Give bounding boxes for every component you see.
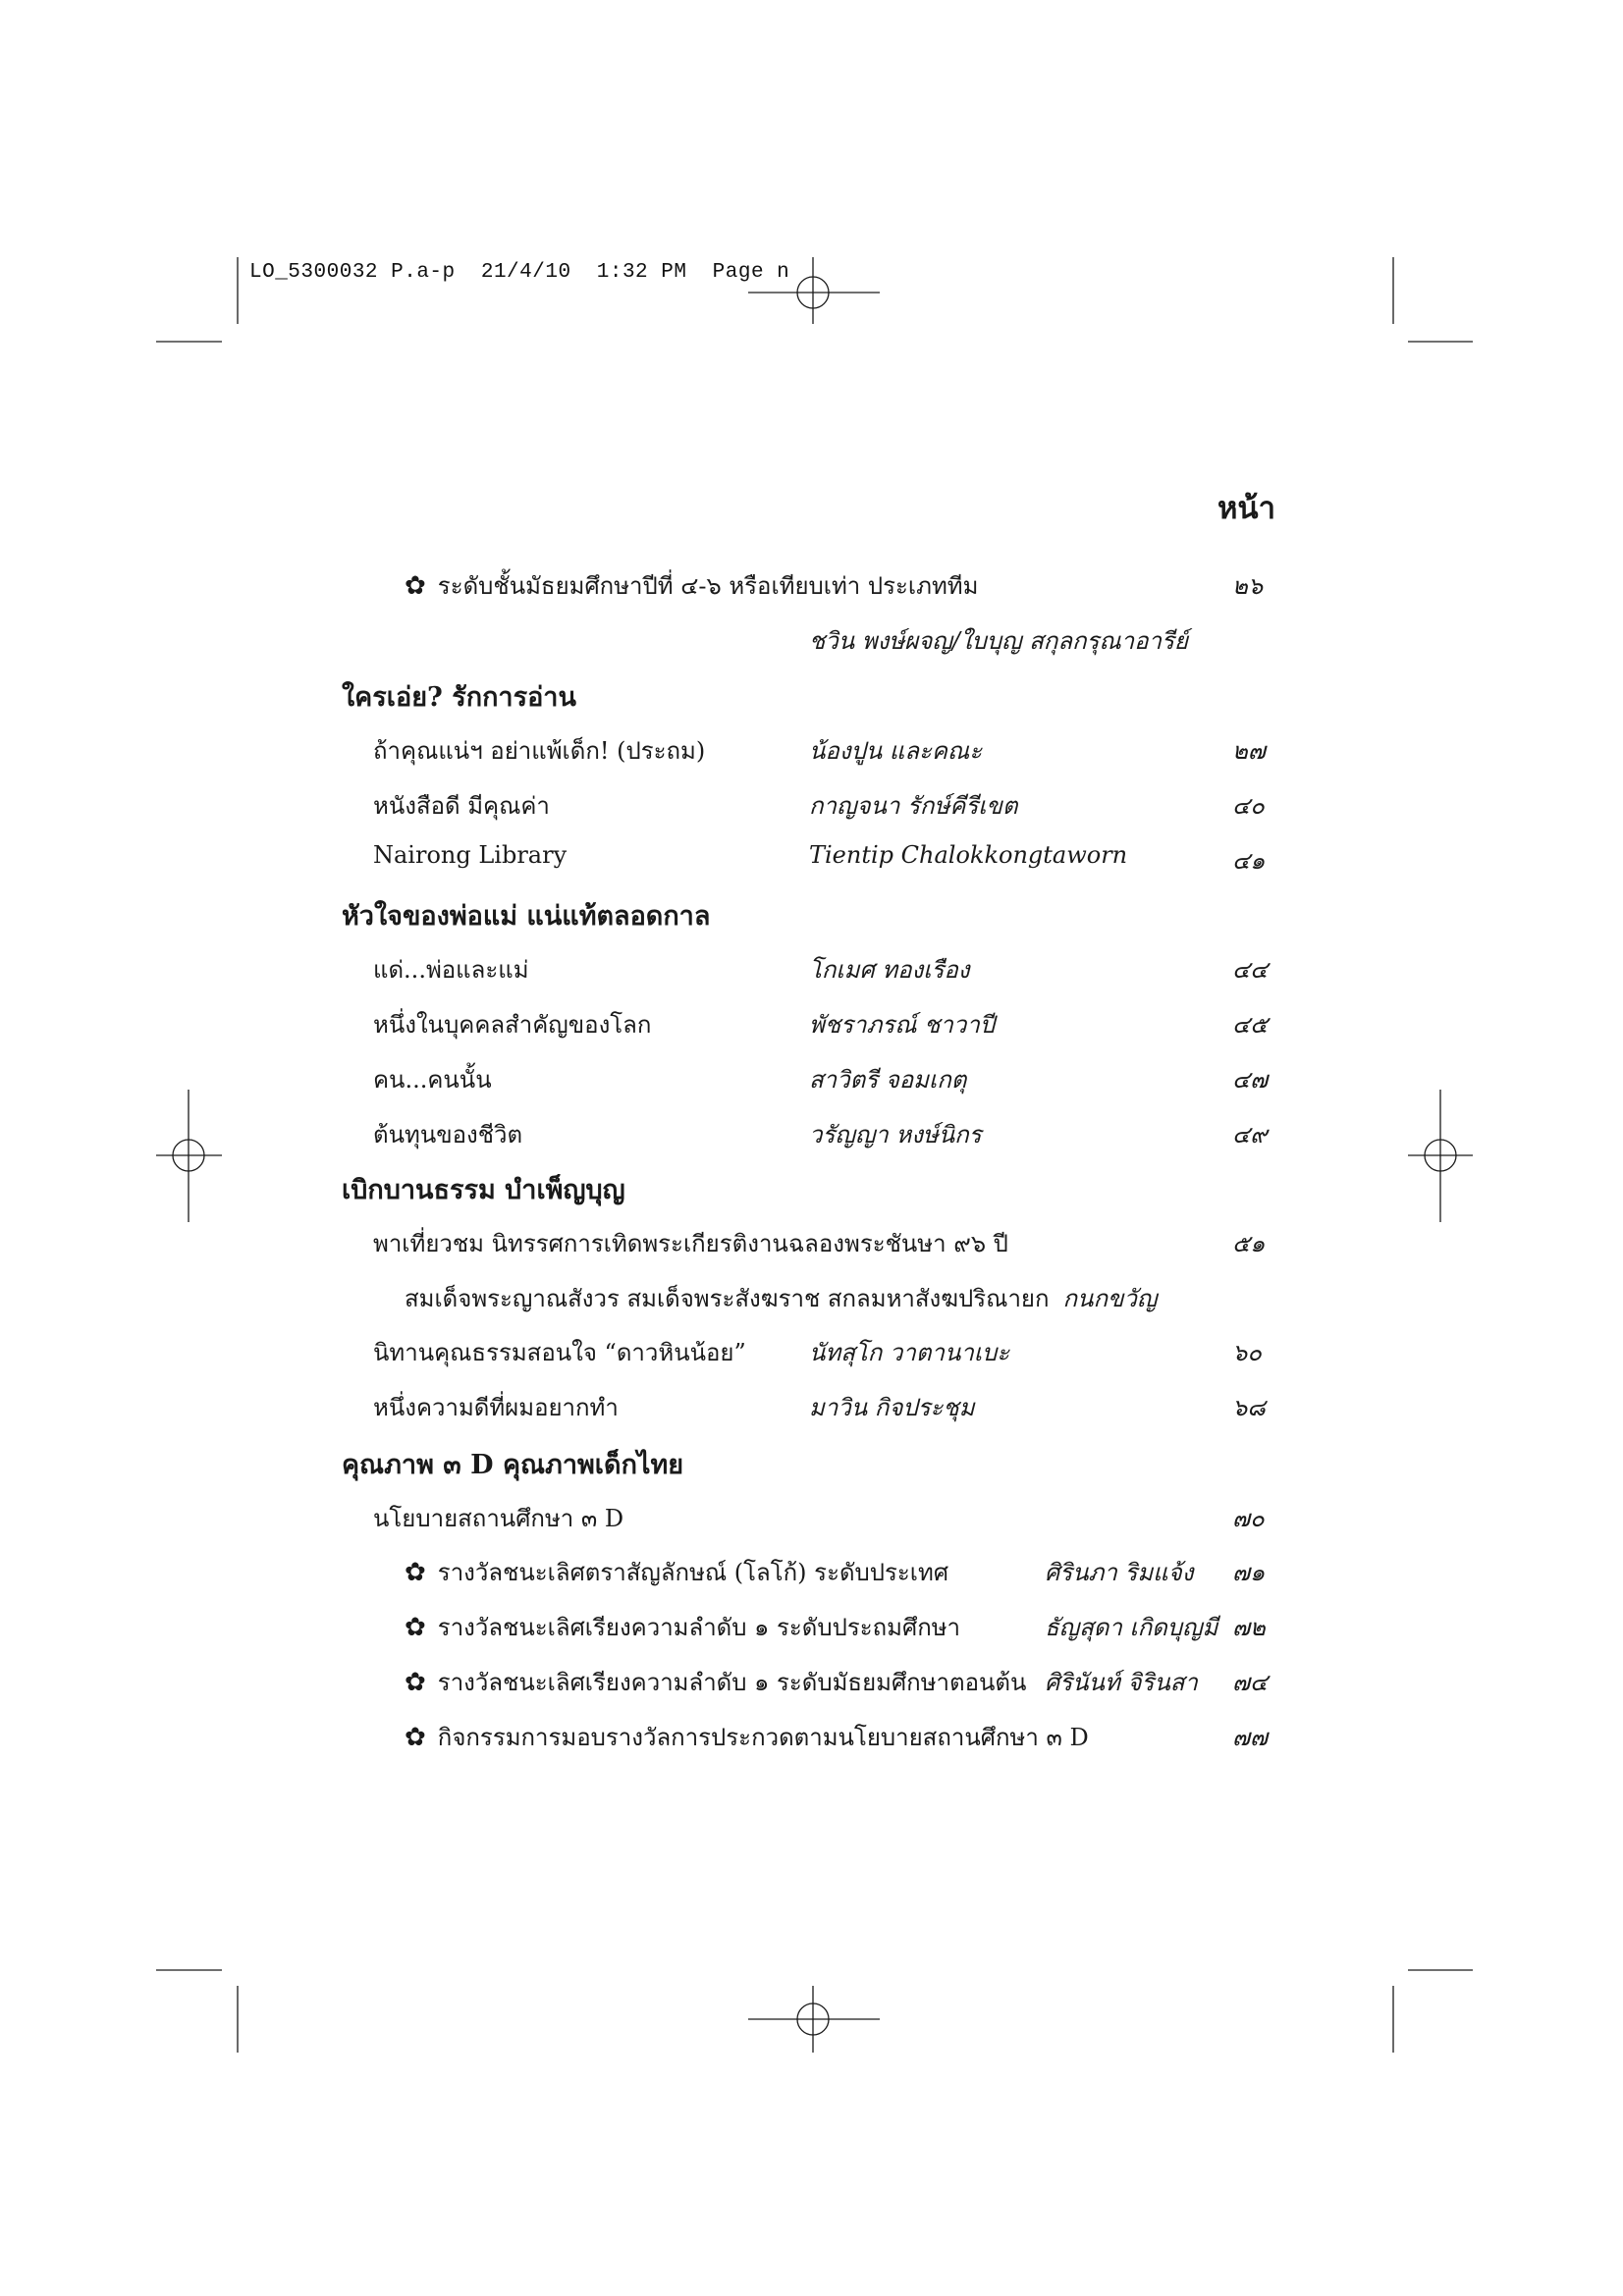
flower-bullet-icon: ✿	[405, 571, 426, 601]
entry-page: ๗๐	[1232, 1505, 1265, 1532]
entry-author: ธัญสุดา เกิดบุญมี	[1045, 1614, 1218, 1641]
entry-page: ๖๐	[1232, 1339, 1262, 1366]
entry-author: ศิรินันท์ จิรินสา	[1045, 1669, 1198, 1696]
entry-title: แด่...พ่อและแม่	[373, 956, 529, 984]
flower-bullet-icon: ✿	[405, 1558, 426, 1587]
entry-page: ๔๗	[1232, 1066, 1269, 1094]
entry-author: กาญจนา รักษ์คีรีเขต	[809, 792, 1018, 820]
entry-title: ✿ รางวัลชนะเลิศเรียงความลำดับ ๑ ระดับมัธยมศึกษาตอนต้น	[405, 1668, 1027, 1697]
entry-page: ๕๑	[1232, 1230, 1266, 1257]
entry-author: น้องปูน และคณะ	[809, 737, 983, 765]
entry-title: หนังสือดี มีคุณค่า	[373, 792, 550, 820]
flower-bullet-icon: ✿	[405, 1723, 426, 1752]
entry-title: นิทานคุณธรรมสอนใจ “ดาวหินน้อย”	[373, 1339, 746, 1366]
entry-author: พัชราภรณ์ ชาวาปี	[809, 1011, 996, 1039]
entry-page: ๖๘	[1232, 1394, 1266, 1421]
section-title: คุณภาพ ๓ D คุณภาพเด็กไทย	[342, 1450, 684, 1480]
entry-page: ๒๖	[1232, 572, 1264, 600]
entry-page: ๒๗	[1232, 737, 1266, 765]
page-column-header: หน้า	[1217, 491, 1276, 526]
entry-author: โกเมศ ทองเรือง	[809, 956, 970, 984]
entry-title: หนึ่งในบุคคลสำคัญของโลก	[373, 1011, 652, 1039]
printer-slug-line: LO_5300032 P.a-p 21/4/10 1:32 PM Page n	[249, 261, 790, 284]
entry-author: นัทสุโก วาตานาเบะ	[809, 1339, 1010, 1366]
entry-title: Nairong Library	[373, 841, 568, 869]
entry-title: คน...คนนั้น	[373, 1066, 492, 1094]
entry-title: ต้นทุนของชีวิต	[373, 1121, 523, 1148]
flower-bullet-icon: ✿	[405, 1613, 426, 1642]
entry-title: ✿ กิจกรรมการมอบรางวัลการประกวดตามนโยบายสถานศึกษา ๓ D	[405, 1723, 1089, 1752]
entry-author: สาวิตรี จอมเกตุ	[809, 1066, 967, 1094]
entry-title: ✿ ระดับชั้นมัธยมศึกษาปีที่ ๔-๖ หรือเทียบเท่า ประเภททีม	[405, 571, 979, 601]
entry-page: ๔๑	[1232, 847, 1266, 875]
entry-author: ศิรินภา ริมแจ้ง	[1045, 1559, 1194, 1586]
entry-title: ✿ รางวัลชนะเลิศเรียงความลำดับ ๑ ระดับประถมศึกษา	[405, 1613, 961, 1642]
entry-page: ๗๒	[1232, 1614, 1266, 1641]
entry-page: ๔๔	[1232, 956, 1269, 984]
entry-title: นโยบายสถานศึกษา ๓ D	[373, 1505, 624, 1532]
entry-page: ๗๗	[1232, 1724, 1269, 1751]
entry-page: ๔๙	[1232, 1121, 1268, 1148]
flower-bullet-icon: ✿	[405, 1668, 426, 1697]
section-title: เบิกบานธรรม บำเพ็ญบุญ	[342, 1175, 625, 1205]
entry-title: หนึ่งความดีที่ผมอยากทำ	[373, 1394, 619, 1421]
entry-author: มาวิน กิจประชุม	[809, 1394, 975, 1421]
entry-page: ๗๔	[1232, 1669, 1269, 1696]
entry-author: วรัญญา หงษ์นิกร	[809, 1121, 982, 1148]
entry-author: Tientip Chalokkongtaworn	[809, 841, 1128, 869]
section-title: ใครเอ่ย? รักการอ่าน	[342, 682, 576, 713]
entry-author: กนกขวัญ	[1062, 1285, 1158, 1312]
entry-page: ๔๕	[1232, 1011, 1269, 1039]
entry-title: พาเที่ยวชม นิทรรศการเทิดพระเกียรติงานฉลองพระชันษา ๙๖ ปี	[373, 1230, 1008, 1257]
entry-author: ชวิน พงษ์ผจญ/ใบบุญ สกุลกรุณาอารีย์	[809, 627, 1188, 655]
entry-page: ๔๐	[1232, 792, 1265, 820]
entry-title: สมเด็จพระญาณสังวร สมเด็จพระสังฆราช สกลมหาสังฆปริณายก กนกขวัญ	[405, 1285, 1158, 1312]
entry-title: ถ้าคุณแน่ฯ อย่าแพ้เด็ก! (ประถม)	[373, 737, 706, 765]
entry-title: ✿ รางวัลชนะเลิศตราสัญลักษณ์ (โลโก้) ระดับประเทศ	[405, 1558, 949, 1587]
entry-page: ๗๑	[1232, 1559, 1266, 1586]
section-title: หัวใจของพ่อแม่ แน่แท้ตลอดกาล	[342, 901, 711, 932]
